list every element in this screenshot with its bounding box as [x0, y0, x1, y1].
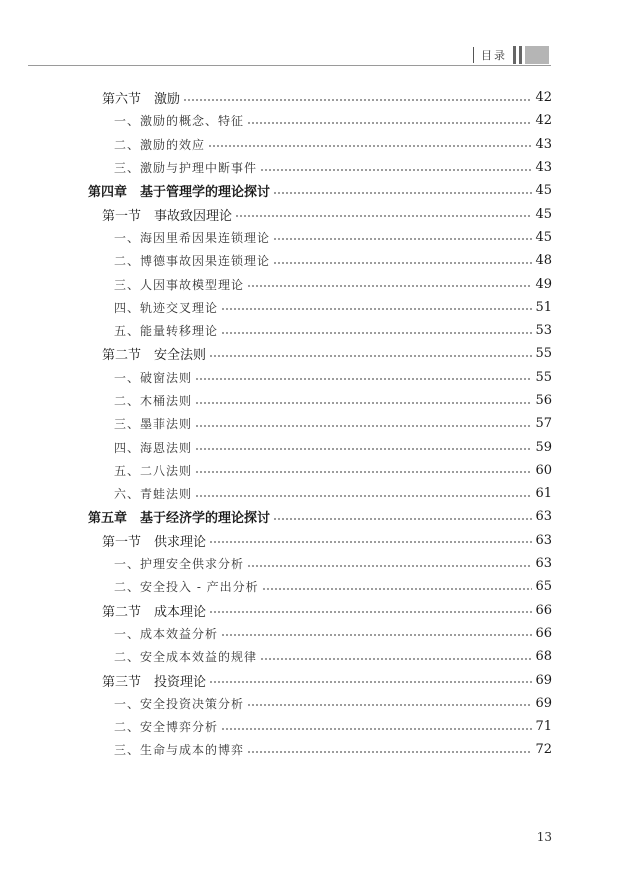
running-header [473, 46, 549, 64]
toc-entry-title: 第五章 基于经济学的理论探讨 [88, 511, 271, 527]
toc-entry-page: 68 [535, 649, 552, 665]
toc-entry-title: 二、激励的效应 [114, 137, 206, 152]
page-number: 13 [536, 830, 552, 844]
dot-leader [247, 280, 532, 292]
dot-leader [262, 583, 533, 595]
header-bar-decoration [513, 46, 516, 64]
toc-entry-page: 66 [535, 602, 552, 618]
toc-entry-title: 第四章 基于管理学的理论探讨 [88, 185, 271, 201]
toc-entry-title: 一、海因里希因果连锁理论 [114, 230, 271, 245]
toc-entry-page: 63 [535, 532, 552, 548]
dot-leader [221, 303, 532, 315]
toc-entry-page: 51 [535, 299, 552, 315]
toc-entry-title: 三、墨菲法则 [114, 417, 193, 432]
toc-item-entry[interactable] [88, 552, 552, 575]
dot-leader [195, 443, 532, 455]
dot-leader [247, 746, 532, 758]
toc-entry-title: 五、二八法则 [114, 463, 193, 478]
dot-leader [247, 117, 532, 129]
toc-entry-title: 三、人因事故模型理论 [114, 277, 245, 292]
toc-entry-page: 65 [535, 579, 552, 595]
toc-entry-page: 63 [535, 556, 552, 572]
toc-entry-title: 二、安全成本效益的规律 [114, 650, 258, 665]
header-bar-decoration [519, 46, 522, 64]
toc-item-entry[interactable] [88, 296, 552, 319]
dot-leader [273, 257, 532, 269]
dot-leader [195, 420, 532, 432]
dot-leader [221, 327, 532, 339]
toc-section-entry[interactable] [88, 202, 552, 225]
toc-entry-title: 一、安全投资决策分析 [114, 696, 245, 711]
toc-entry-page: 45 [535, 206, 552, 222]
toc-entry-title: 第二节 安全法则 [102, 348, 207, 364]
toc-entry-page: 49 [535, 276, 552, 292]
toc-item-entry[interactable] [88, 575, 552, 598]
toc-entry-page: 69 [535, 695, 552, 711]
dot-leader [195, 397, 532, 409]
dot-leader [209, 349, 532, 362]
toc-entry-title: 六、青蛙法则 [114, 487, 193, 502]
dot-leader [235, 210, 532, 223]
dot-leader [273, 233, 532, 245]
dot-leader [195, 373, 532, 385]
dot-leader [183, 93, 532, 106]
toc-entry-title: 一、激励的概念、特征 [114, 114, 245, 129]
toc-entry-page: 56 [535, 393, 552, 408]
toc-item-entry[interactable] [88, 645, 552, 668]
toc-entry-page: 48 [535, 253, 552, 269]
toc-entry-title: 第三节 投资理论 [102, 674, 207, 690]
toc-entry-title: 一、成本效益分析 [114, 626, 219, 641]
toc-item-entry[interactable] [88, 692, 552, 715]
toc-entry-title: 第一节 供求理论 [102, 534, 207, 550]
toc-entry-title: 三、激励与护理中断事件 [114, 161, 258, 176]
dot-leader [209, 676, 532, 689]
header-title: 目录 [481, 49, 507, 62]
toc-entry-title: 四、轨迹交叉理论 [114, 300, 219, 315]
dot-leader [260, 164, 532, 176]
header-rule [28, 65, 551, 66]
toc-entry-title: 第一节 事故致因理论 [102, 208, 233, 224]
toc-item-entry[interactable] [88, 226, 552, 249]
toc-entry-page: 53 [535, 323, 552, 339]
dot-leader [208, 140, 532, 152]
toc-entry-page: 42 [535, 90, 552, 106]
dot-leader [221, 629, 532, 641]
toc-entry-title: 三、生命与成本的博弈 [114, 743, 245, 758]
toc-entry-title: 五、能量转移理论 [114, 324, 219, 339]
dot-leader [273, 512, 532, 525]
header-block-decoration [525, 46, 549, 64]
dot-leader [209, 606, 532, 619]
toc-entry-title: 第六节 激励 [102, 92, 181, 108]
dot-leader [195, 466, 532, 478]
toc-entry-title: 二、博德事故因果连锁理论 [114, 254, 271, 269]
toc-entry-page: 57 [535, 416, 552, 432]
toc-entry-page: 43 [535, 160, 552, 176]
toc-section-entry[interactable] [88, 599, 552, 622]
toc-item-entry[interactable] [88, 272, 552, 295]
toc-chapter-entry[interactable] [88, 179, 552, 202]
toc-entry-page: 66 [535, 625, 552, 641]
toc-item-entry[interactable] [88, 482, 552, 505]
toc-item-entry[interactable] [88, 715, 552, 738]
toc-section-entry[interactable] [88, 86, 552, 109]
dot-leader [247, 699, 532, 711]
toc-item-entry[interactable] [88, 109, 552, 132]
toc-entry-title: 四、海恩法则 [114, 440, 193, 455]
dot-leader [195, 490, 532, 502]
dot-leader [209, 536, 532, 549]
toc-entry-page: 61 [535, 486, 552, 502]
toc-entry-page: 60 [535, 462, 552, 478]
toc-entry-page: 71 [535, 719, 552, 735]
toc-section-entry[interactable] [88, 342, 552, 365]
toc-entry-page: 55 [535, 346, 552, 362]
dot-leader [247, 560, 532, 572]
toc-entry-title: 二、安全博弈分析 [114, 720, 219, 735]
toc-entry-title: 二、安全投入 - 产出分析 [114, 580, 259, 595]
toc-entry-title: 二、木桶法则 [114, 394, 193, 408]
toc-item-entry[interactable] [88, 249, 552, 272]
toc-section-entry[interactable] [88, 529, 552, 552]
toc-item-entry[interactable] [88, 156, 552, 179]
toc-item-entry[interactable] [88, 435, 552, 458]
dot-leader [221, 723, 532, 735]
dot-leader [273, 186, 532, 199]
toc-entry-page: 63 [535, 509, 552, 525]
toc-entry-page: 69 [535, 672, 552, 688]
toc-item-entry[interactable] [88, 366, 552, 389]
dot-leader [260, 653, 532, 665]
toc-entry-title: 第二节 成本理论 [102, 604, 207, 620]
toc-entry-page: 72 [535, 742, 552, 758]
toc-entry-page: 43 [535, 136, 552, 152]
toc-item-entry[interactable] [88, 622, 552, 645]
toc-item-entry[interactable] [88, 389, 552, 412]
toc-entry-page: 59 [535, 439, 552, 455]
toc-entry-title: 一、破窗法则 [114, 370, 193, 385]
toc-item-entry[interactable] [88, 133, 552, 156]
toc-item-entry[interactable] [88, 738, 552, 761]
toc-entry-page: 55 [535, 369, 552, 385]
toc-section-entry[interactable] [88, 668, 552, 691]
toc-item-entry[interactable] [88, 319, 552, 342]
toc-entry-page: 45 [535, 183, 552, 199]
toc-item-entry[interactable] [88, 412, 552, 435]
toc-entry-page: 42 [535, 113, 552, 129]
toc-entry-page: 45 [535, 229, 552, 245]
header-separator [473, 47, 474, 63]
table-of-contents [88, 86, 552, 762]
toc-entry-title: 一、护理安全供求分析 [114, 557, 245, 572]
toc-chapter-entry[interactable] [88, 505, 552, 528]
toc-item-entry[interactable] [88, 459, 552, 482]
